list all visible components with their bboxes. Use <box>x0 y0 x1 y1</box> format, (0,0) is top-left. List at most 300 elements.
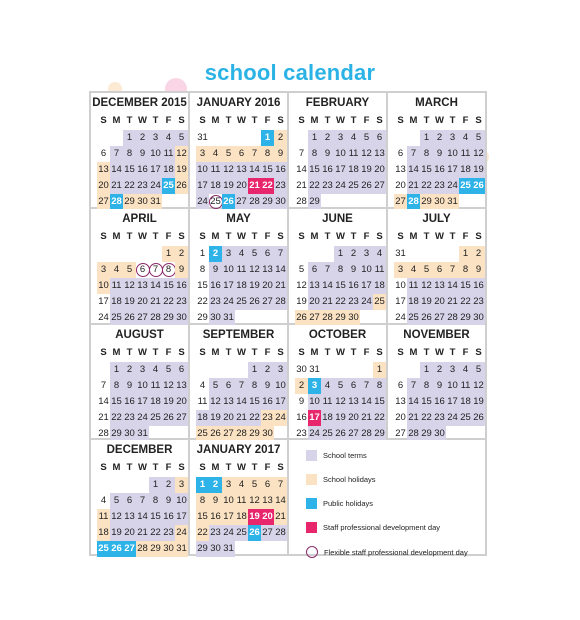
calendar-day: 10 <box>136 378 149 394</box>
calendar-day: 17 <box>395 295 406 307</box>
empty-cell <box>295 246 308 262</box>
month-block <box>289 209 386 323</box>
calendar-day: 9 <box>162 493 175 509</box>
calendar-day: 6 <box>308 262 321 278</box>
calendar-day: 6 <box>347 378 360 394</box>
calendar-day: 18 <box>110 294 123 310</box>
calendar-day: 15 <box>459 278 472 294</box>
empty-cell <box>97 246 110 262</box>
legend-label: Public holidays <box>323 499 374 509</box>
calendar-day: 14 <box>110 162 123 178</box>
calendar-day: 9 <box>347 262 360 278</box>
calendar-day: 16 <box>123 394 136 410</box>
calendar-day: 21 <box>235 410 248 426</box>
calendar-day: 1 <box>420 362 433 378</box>
empty-cell <box>407 130 420 146</box>
month-block <box>289 93 386 207</box>
calendar-day: 22 <box>420 178 433 194</box>
calendar-day: 25 <box>149 410 162 426</box>
calendar-day: 11 <box>209 162 222 178</box>
calendar-day: 3 <box>136 362 149 378</box>
weekday-label: T <box>152 346 159 358</box>
calendar-day: 23 <box>274 178 287 194</box>
calendar-day: 5 <box>360 130 373 146</box>
calendar-day: 2 <box>209 477 222 493</box>
day-grid <box>295 130 386 210</box>
weekday-label: T <box>324 230 331 242</box>
empty-cell <box>420 246 433 262</box>
month-name: JULY <box>422 212 451 225</box>
calendar-day: 25 <box>235 294 248 310</box>
calendar-day: 10 <box>360 262 373 278</box>
calendar-day: 10 <box>334 146 347 162</box>
calendar-day: 12 <box>162 378 175 394</box>
weekday-label: M <box>310 346 319 358</box>
calendar-day: 13 <box>261 262 274 278</box>
calendar-day: 27 <box>261 294 274 310</box>
weekday-label: W <box>138 230 147 242</box>
calendar-day: 25 <box>347 178 360 194</box>
calendar-day: 11 <box>149 378 162 394</box>
weekday-header <box>196 115 287 126</box>
calendar-day: 5 <box>472 130 485 146</box>
calendar-day: 1 <box>110 362 123 378</box>
calendar-day: 5 <box>420 262 433 278</box>
calendar-day: 2 <box>274 130 287 146</box>
calendar-day: 24 <box>360 294 373 310</box>
calendar-day: 29 <box>459 310 472 326</box>
calendar-day: 1 <box>162 246 175 262</box>
month-block <box>190 209 287 323</box>
calendar-day: 3 <box>334 130 347 146</box>
weekday-label: T <box>152 462 159 474</box>
calendar-day: 24 <box>222 525 235 541</box>
calendar-day: 1 <box>123 130 136 146</box>
calendar-day: 8 <box>248 378 261 394</box>
calendar-day: 8 <box>149 493 162 509</box>
weekday-label: S <box>178 230 185 242</box>
empty-cell <box>209 130 222 146</box>
calendar-day: 3 <box>446 362 459 378</box>
calendar-day: 25 <box>235 525 248 541</box>
calendar-day: 25 <box>321 426 334 442</box>
calendar-day: 11 <box>373 262 386 278</box>
weekday-label: M <box>112 346 121 358</box>
calendar-day: 5 <box>209 378 222 394</box>
calendar-day: 11 <box>235 493 248 509</box>
calendar-day: 28 <box>407 426 420 442</box>
calendar-day: 13 <box>347 394 360 410</box>
calendar-day: 3 <box>308 378 321 394</box>
day-grid <box>196 246 287 326</box>
calendar-day: 23 <box>347 294 360 310</box>
calendar-day: 13 <box>395 395 406 407</box>
calendar-day: 10 <box>274 378 287 394</box>
calendar-day: 31 <box>136 426 149 442</box>
calendar-day: 18 <box>373 278 386 294</box>
calendar-day: 9 <box>321 146 334 162</box>
day-grid <box>295 362 386 442</box>
calendar-day: 3 <box>175 477 188 493</box>
calendar-day: 14 <box>407 394 420 410</box>
calendar-day: 24 <box>274 410 287 426</box>
calendar-day: 23 <box>209 294 222 310</box>
month-block <box>190 440 287 554</box>
empty-cell <box>222 362 235 378</box>
calendar-day: 17 <box>175 509 188 525</box>
calendar-day: 6 <box>261 477 274 493</box>
weekday-header <box>196 231 287 242</box>
calendar-day: 9 <box>209 262 222 278</box>
calendar-day: 21 <box>407 410 420 426</box>
calendar-day: 26 <box>472 410 485 426</box>
calendar-day: 27 <box>261 525 274 541</box>
weekday-label: W <box>237 115 246 126</box>
calendar-day: 4 <box>347 130 360 146</box>
legend-swatch <box>306 474 317 485</box>
calendar-day: 9 <box>136 146 149 162</box>
calendar-day: 27 <box>395 427 406 439</box>
empty-cell <box>97 130 110 146</box>
calendar-day: 21 <box>149 294 162 310</box>
calendar-day: 18 <box>321 410 334 426</box>
calendar-day: 28 <box>149 310 162 326</box>
calendar-day: 28 <box>136 541 149 557</box>
empty-cell <box>248 130 261 146</box>
weekday-label: S <box>397 230 404 242</box>
calendar-day: 15 <box>308 162 321 178</box>
weekday-label: W <box>138 462 147 474</box>
empty-cell <box>321 362 334 378</box>
weekday-label: F <box>462 230 469 242</box>
calendar-day: 11 <box>407 278 420 294</box>
day-grid <box>394 130 485 210</box>
calendar-day: 10 <box>196 162 209 178</box>
calendar-day: 17 <box>136 394 149 410</box>
month-name: AUGUST <box>115 328 164 341</box>
calendar-day: 16 <box>209 509 222 525</box>
month-block <box>190 325 287 439</box>
calendar-day: 7 <box>360 378 373 394</box>
weekday-label: F <box>165 462 172 474</box>
calendar-day: 26 <box>162 410 175 426</box>
calendar-day: 17 <box>274 394 287 410</box>
empty-cell <box>123 246 136 262</box>
weekday-label: T <box>251 230 258 242</box>
calendar-day: 28 <box>274 294 287 310</box>
calendar-day: 11 <box>459 378 472 394</box>
weekday-label: S <box>100 115 107 126</box>
calendar-day: 29 <box>196 541 209 557</box>
calendar-day: 2 <box>433 362 446 378</box>
weekday-label: S <box>376 115 383 126</box>
calendar-day: 12 <box>123 278 136 294</box>
empty-cell <box>433 246 446 262</box>
calendar-day: 16 <box>274 162 287 178</box>
day-grid <box>97 130 188 210</box>
calendar-day: 20 <box>175 394 188 410</box>
empty-cell <box>149 246 162 262</box>
calendar-day: 1 <box>420 130 433 146</box>
weekday-header <box>394 115 485 126</box>
month-block <box>91 325 188 439</box>
calendar-day: 26 <box>248 294 261 310</box>
calendar-day: 12 <box>296 279 307 291</box>
calendar-day: 3 <box>394 262 407 278</box>
calendar-day: 12 <box>472 146 485 162</box>
weekday-label: S <box>100 462 107 474</box>
calendar-day: 27 <box>123 541 136 557</box>
calendar-day: 25 <box>459 178 472 194</box>
calendar-day: 27 <box>308 310 321 326</box>
weekday-label: S <box>298 230 305 242</box>
calendar-day: 30 <box>472 310 485 326</box>
weekday-label: M <box>211 462 220 474</box>
calendar-day: 19 <box>360 162 373 178</box>
calendar-day: 30 <box>433 194 446 210</box>
calendar-day: 10 <box>222 262 235 278</box>
calendar-day: 24 <box>136 410 149 426</box>
calendar-day: 23 <box>209 525 222 541</box>
day-grid <box>196 130 287 210</box>
calendar-day: 6 <box>175 362 188 378</box>
calendar-day: 5 <box>472 362 485 378</box>
calendar-day: 3 <box>196 146 209 162</box>
month-block <box>91 440 188 554</box>
calendar-day: 31 <box>395 247 406 259</box>
calendar-day: 14 <box>360 394 373 410</box>
weekday-label: M <box>112 462 121 474</box>
day-grid <box>97 477 188 557</box>
calendar-day: 12 <box>334 394 347 410</box>
calendar-day: 5 <box>175 130 188 146</box>
weekday-label: T <box>324 115 331 126</box>
calendar-day: 9 <box>298 395 305 407</box>
month-name: JUNE <box>322 212 353 225</box>
calendar-day: 27 <box>97 194 110 210</box>
weekday-header <box>97 115 188 126</box>
calendar-day: 30 <box>136 194 149 210</box>
calendar-day: 30 <box>433 426 446 442</box>
calendar-day: 26 <box>295 310 308 326</box>
calendar-day: 31 <box>222 310 235 326</box>
calendar-day: 19 <box>123 294 136 310</box>
calendar-day: 19 <box>162 394 175 410</box>
empty-cell <box>97 362 110 378</box>
calendar-day: 19 <box>209 410 222 426</box>
weekday-label: W <box>336 115 345 126</box>
weekday-header <box>295 115 386 126</box>
calendar-day: 2 <box>209 246 222 262</box>
calendar-day: 27 <box>347 426 360 442</box>
calendar-day: 30 <box>347 310 360 326</box>
calendar-day: 21 <box>321 294 334 310</box>
calendar-day: 13 <box>175 378 188 394</box>
empty-cell <box>446 246 459 262</box>
weekday-label: T <box>126 346 133 358</box>
month-name: APRIL <box>122 212 157 225</box>
calendar-day: 25 <box>373 294 386 310</box>
calendar-day: 19 <box>420 294 433 310</box>
calendar-day: 4 <box>110 262 123 278</box>
calendar-day: 13 <box>235 162 248 178</box>
calendar-day: 16 <box>209 278 222 294</box>
calendar-day: 23 <box>175 294 188 310</box>
calendar-day: 27 <box>222 426 235 442</box>
calendar-day: 23 <box>261 410 274 426</box>
calendar-day: 12 <box>209 394 222 410</box>
calendar-day: 8 <box>196 493 209 509</box>
calendar-day: 10 <box>175 493 188 509</box>
calendar-day: 25 <box>110 310 123 326</box>
weekday-label: T <box>423 230 430 242</box>
weekday-label: T <box>350 115 357 126</box>
weekday-label: T <box>225 115 232 126</box>
calendar-day: 11 <box>97 509 110 525</box>
month-block <box>190 93 287 207</box>
calendar-day: 15 <box>149 509 162 525</box>
weekday-label: W <box>138 115 147 126</box>
legend-swatch <box>306 522 317 533</box>
calendar-day: 29 <box>197 311 208 323</box>
calendar-day: 17 <box>98 295 109 307</box>
weekday-label: W <box>336 230 345 242</box>
weekday-header <box>295 347 386 358</box>
empty-cell <box>222 130 235 146</box>
calendar-day: 14 <box>136 509 149 525</box>
day-grid <box>97 246 188 326</box>
weekday-label: S <box>298 346 305 358</box>
calendar-day: 15 <box>196 509 209 525</box>
calendar-day: 5 <box>334 378 347 394</box>
legend-label: School holidays <box>323 475 376 485</box>
calendar-day: 19 <box>334 410 347 426</box>
calendar-day: 24 <box>196 194 209 210</box>
weekday-label: T <box>449 346 456 358</box>
calendar-day: 15 <box>261 162 274 178</box>
empty-cell <box>136 246 149 262</box>
day-grid <box>196 362 287 442</box>
calendar-day: 4 <box>199 379 206 391</box>
empty-cell <box>334 362 347 378</box>
calendar-day: 6 <box>100 148 107 159</box>
weekday-label: F <box>363 115 370 126</box>
weekday-label: T <box>251 462 258 474</box>
calendar-day: 29 <box>334 310 347 326</box>
calendar-day: 20 <box>433 294 446 310</box>
calendar-day: 5 <box>248 477 261 493</box>
calendar-day: 23 <box>321 178 334 194</box>
calendar-day: 16 <box>136 162 149 178</box>
calendar-day: 19 <box>248 509 261 525</box>
calendar-day: 1 <box>261 130 274 146</box>
calendar-day: 2 <box>321 130 334 146</box>
weekday-label: M <box>310 230 319 242</box>
calendar-day: 5 <box>298 263 305 275</box>
calendar-day: 20 <box>97 178 110 194</box>
month-block <box>388 325 485 439</box>
calendar-day: 26 <box>110 541 123 557</box>
calendar-day: 3 <box>274 362 287 378</box>
weekday-label: M <box>409 346 418 358</box>
calendar-day: 13 <box>123 509 136 525</box>
weekday-label: W <box>336 346 345 358</box>
empty-cell <box>196 362 209 378</box>
calendar-day: 24 <box>222 294 235 310</box>
weekday-label: W <box>138 346 147 358</box>
calendar-day: 23 <box>296 427 307 439</box>
month-block <box>388 209 485 323</box>
calendar-day: 8 <box>373 378 386 394</box>
calendar-day: 25 <box>407 310 420 326</box>
weekday-label: S <box>475 230 482 242</box>
calendar-day: 13 <box>433 278 446 294</box>
month-name: DECEMBER <box>106 444 173 457</box>
calendar-day: 29 <box>123 194 136 210</box>
empty-cell <box>394 130 407 146</box>
calendar-day: 13 <box>97 162 110 178</box>
calendar-day: 2 <box>472 246 485 262</box>
weekday-label: S <box>397 115 404 126</box>
calendar-day: 8 <box>459 262 472 278</box>
empty-cell <box>235 362 248 378</box>
calendar-day: 25 <box>162 178 175 194</box>
calendar-day: 24 <box>175 525 188 541</box>
weekday-label: S <box>178 346 185 358</box>
calendar-day: 30 <box>209 541 222 557</box>
calendar-day: 18 <box>459 394 472 410</box>
calendar-day: 30 <box>261 426 274 442</box>
calendar-day: 22 <box>162 294 175 310</box>
calendar-day: 4 <box>209 146 222 162</box>
calendar-day: 20 <box>347 410 360 426</box>
day-grid <box>295 246 386 326</box>
calendar-day: 22 <box>261 178 274 194</box>
calendar-day: 14 <box>407 162 420 178</box>
empty-cell <box>407 246 420 262</box>
calendar-day: 30 <box>123 426 136 442</box>
calendar-day: 11 <box>162 146 175 162</box>
weekday-label: T <box>225 462 232 474</box>
weekday-label: S <box>199 115 206 126</box>
calendar-day: 18 <box>235 509 248 525</box>
calendar-day: 8 <box>308 146 321 162</box>
weekday-label: M <box>211 230 220 242</box>
calendar-day: 15 <box>373 394 386 410</box>
weekday-label: M <box>112 115 121 126</box>
weekday-label: T <box>449 230 456 242</box>
calendar-day: 19 <box>472 162 485 178</box>
calendar-day: 26 <box>334 426 347 442</box>
calendar-day: 19 <box>175 162 188 178</box>
calendar-day: 14 <box>446 278 459 294</box>
legend-label: School terms <box>323 451 367 461</box>
weekday-label: S <box>397 346 404 358</box>
calendar-day: 28 <box>296 196 307 207</box>
calendar-day: 2 <box>136 130 149 146</box>
calendar-day: 19 <box>472 394 485 410</box>
calendar-day: 13 <box>308 278 321 294</box>
calendar-day: 21 <box>248 178 261 194</box>
weekday-label: T <box>126 462 133 474</box>
weekday-label: W <box>435 346 444 358</box>
calendar-day: 20 <box>395 411 406 423</box>
weekday-label: S <box>199 230 206 242</box>
month-name: MARCH <box>415 97 458 109</box>
day-grid <box>394 246 485 326</box>
calendar-day: 8 <box>420 378 433 394</box>
calendar-day: 31 <box>175 541 188 557</box>
